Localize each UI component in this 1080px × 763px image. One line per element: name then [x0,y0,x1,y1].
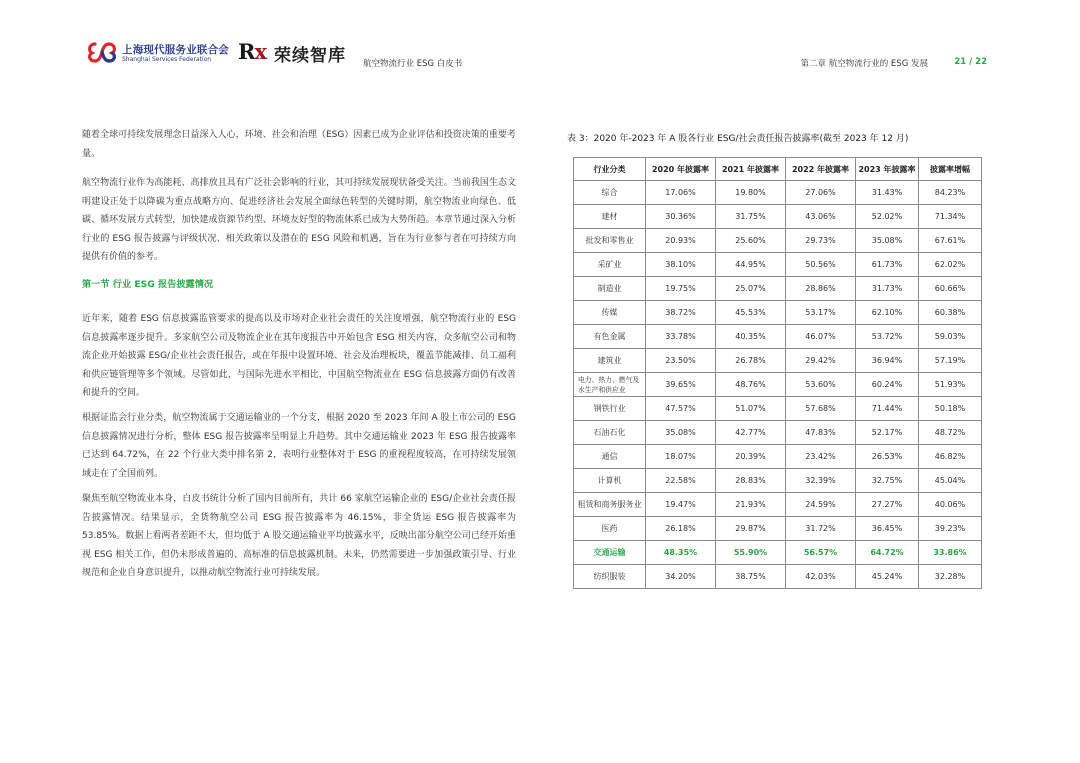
rate-cell: 45.53% [716,301,786,325]
rate-cell: 22.58% [646,469,716,493]
paragraph-intro: 随着全球可持续发展理念日益深入人心，环境、社会和治理（ESG）因素已成为企业评估和投资决策的重要考量。 [82,130,516,159]
rate-cell: 51.07% [716,397,786,421]
rate-cell: 30.36% [646,205,716,229]
table-row [574,349,982,373]
rate-cell: 23.50% [646,349,716,373]
rate-cell: 57.68% [786,397,856,421]
industry-cell: 批发和零售业 [574,229,646,253]
rate-cell: 59.03% [919,325,982,349]
rate-cell: 61.73% [856,253,919,277]
table-row [574,181,982,205]
industry-cell: 钢铁行业 [574,397,646,421]
org-name-cn: 上海现代服务业联合会 [122,44,229,56]
column-header: 行业分类 [574,158,646,181]
rate-cell: 31.72% [786,517,856,541]
table-row [574,493,982,517]
paragraph-industry-overview: 航空物流行业作为高能耗、高排放且具有广泛社会影响的行业，其可持续发展现状备受关注。当前我国生态文明建设正处于以降碳为重点战略方向、促进经济社会发展全面绿色转型的关键时期，航空物流业向绿色、低碳、循环发展方式转型，加快建成资源节约型、环境友好型的物流体系已成为大势所趋。本章节通过深入分析行业的 ESG 报告披露与评级状况、相关政策以及潜在的 ESG 风险和机遇，旨在为行业参与者在可持续方向提供有价值的参考。 [82,178,516,263]
table-row [574,301,982,325]
rate-cell: 32.39% [786,469,856,493]
rate-cell: 42.03% [786,565,856,589]
industry-cell: 纺织服装 [574,565,646,589]
rx-logo [238,38,358,68]
rate-cell: 52.17% [856,421,919,445]
rate-cell: 47.83% [786,421,856,445]
table-row [574,325,982,349]
org-name-en: Shanghai Services Federation [122,56,212,63]
paragraph-disclosure-trend: 近年来，随着 ESG 信息披露监管要求的提高以及市场对企业社会责任的关注度增强，航空物流行业的 ESG 信息披露率逐步提升。多家航空公司及物流企业在其年度报告中开始包含 ESG 相关内容，众多航空公司和物流企业开始披露 ESG/企业社会责任报告，或在年报中设置环境、社会及治理板块，覆盖节能减排、员工福利和供应链管理等多个领域。尽管如此，与国际先进水平相比，中国航空物流业在 ESG 信息披露方面仍有改善和提升的空间。 [82,314,516,399]
rx-mark-icon: Rx [238,39,266,64]
rate-cell: 47.57% [646,397,716,421]
industry-cell: 电力、热力、燃气及水生产和供应业 [574,373,646,397]
rate-cell: 84.23% [919,181,982,205]
rate-cell: 28.83% [716,469,786,493]
page-header [0,0,1080,80]
rate-cell: 33.78% [646,325,716,349]
industry-cell: 制造业 [574,277,646,301]
rate-cell: 38.75% [716,565,786,589]
rate-cell: 64.72% [856,541,919,565]
rate-cell: 55.90% [716,541,786,565]
rate-cell: 53.60% [786,373,856,397]
rate-cell: 35.08% [856,229,919,253]
rate-cell: 19.80% [716,181,786,205]
table-row [574,205,982,229]
rate-cell: 45.24% [856,565,919,589]
rate-cell: 26.18% [646,517,716,541]
rate-cell: 31.43% [856,181,919,205]
rate-cell: 71.34% [919,205,982,229]
rate-cell: 34.20% [646,565,716,589]
rate-cell: 44.95% [716,253,786,277]
rate-cell: 38.10% [646,253,716,277]
rate-cell: 33.86% [919,541,982,565]
rate-cell: 18.07% [646,445,716,469]
rate-cell: 31.73% [856,277,919,301]
table-row [574,373,982,397]
rate-cell: 40.35% [716,325,786,349]
industry-cell: 石油石化 [574,421,646,445]
rate-cell: 24.59% [786,493,856,517]
paragraph-aviation-focus: 聚焦至航空物流业本身，白皮书统计分析了国内目前所有，共计 66 家航空运输企业的 ESG/企业社会责任报告披露情况。结果显示，全货物航空公司 ESG 报告披露率为 46.15%，非全货运 ESG 报告披露率为 53.85%。数据上看两者差距不大，但均低于 A 股交通运输业平均披露水平，反映出部分航空公司已经开始重视 ESG 相关工作，但仍未形成普遍的、高标准的信息披露机制。未来，仍然需要进一步加强政策引导、行业规范和企业自身意识提升，以推动航空物流行业可持续发展。 [82,494,516,579]
paragraph-csrc-classification: 根据证监会行业分类，航空物流属于交通运输业的一个分支，根据 2020 至 2023 年间 A 股上市公司的 ESG 信息披露情况进行分析，整体 ESG 报告披露率呈明显上升趋势。其中交通运输业 2023 年 ESG 报告披露率已达到 64.72%，在 22 个行业大类中排名第 2，表明行业整体对于 ESG 的重视程度较高，在可持续发展领域走在了全国前列。 [82,413,516,479]
rate-cell: 32.75% [856,469,919,493]
rate-cell: 60.66% [919,277,982,301]
partner-name: 荣续智库 [274,46,346,66]
rate-cell: 39.23% [919,517,982,541]
column-header: 2022 年披露率 [786,158,856,181]
rate-cell: 62.10% [856,301,919,325]
rate-cell: 28.86% [786,277,856,301]
table-row [574,277,982,301]
industry-cell: 建材 [574,205,646,229]
rate-cell: 51.93% [919,373,982,397]
rate-cell: 31.75% [716,205,786,229]
rate-cell: 46.82% [919,445,982,469]
rate-cell: 53.72% [856,325,919,349]
table-row [574,421,982,445]
rate-cell: 48.35% [646,541,716,565]
rate-cell: 50.56% [786,253,856,277]
column-header: 2021 年披露率 [716,158,786,181]
sscf-emblem-icon [86,41,118,63]
rate-cell: 71.44% [856,397,919,421]
industry-cell: 采矿业 [574,253,646,277]
rate-cell: 57.19% [919,349,982,373]
rate-cell: 43.06% [786,205,856,229]
rate-cell: 27.27% [856,493,919,517]
rate-cell: 32.28% [919,565,982,589]
rate-cell: 36.94% [856,349,919,373]
page-number: 21 / 22 [954,57,987,67]
table-row [574,565,982,589]
industry-cell: 交通运输 [574,541,646,565]
industry-cell: 有色金属 [574,325,646,349]
rate-cell: 46.07% [786,325,856,349]
document-title: 航空物流行业 ESG 白皮书 [363,59,463,69]
disclosure-rate-table [573,157,982,589]
rate-cell: 20.39% [716,445,786,469]
rate-cell: 48.72% [919,421,982,445]
table-caption: 表 3：2020 年-2023 年 A 股各行业 ESG/社会责任报告披露率(截至 2023 年 12 月) [567,134,909,144]
table-row [574,397,982,421]
table-row [574,517,982,541]
rate-cell: 53.17% [786,301,856,325]
rate-cell: 35.08% [646,421,716,445]
chapter-title: 第二章 航空物流行业的 ESG 发展 [800,59,928,69]
table-header-row [574,158,982,181]
column-header: 2020 年披露率 [646,158,716,181]
industry-cell: 租赁和商务服务业 [574,493,646,517]
rate-cell: 40.06% [919,493,982,517]
table-row [574,253,982,277]
rate-cell: 52.02% [856,205,919,229]
rate-cell: 39.65% [646,373,716,397]
table-row [574,445,982,469]
industry-cell: 通信 [574,445,646,469]
industry-cell: 计算机 [574,469,646,493]
industry-cell: 综合 [574,181,646,205]
rate-cell: 38.72% [646,301,716,325]
rate-cell: 29.73% [786,229,856,253]
rate-cell: 60.24% [856,373,919,397]
rate-cell: 23.42% [786,445,856,469]
industry-cell: 建筑业 [574,349,646,373]
column-header: 2023 年披露率 [856,158,919,181]
rate-cell: 29.42% [786,349,856,373]
rate-cell: 48.76% [716,373,786,397]
rate-cell: 62.02% [919,253,982,277]
industry-cell: 传媒 [574,301,646,325]
rate-cell: 26.78% [716,349,786,373]
rate-cell: 20.93% [646,229,716,253]
table-row [574,469,982,493]
rate-cell: 45.04% [919,469,982,493]
rate-cell: 56.57% [786,541,856,565]
rate-cell: 19.47% [646,493,716,517]
table-row [574,229,982,253]
section-title: 第一节 行业 ESG 报告披露情况 [82,279,214,290]
rate-cell: 25.07% [716,277,786,301]
rate-cell: 17.06% [646,181,716,205]
rate-cell: 50.18% [919,397,982,421]
rate-cell: 29.87% [716,517,786,541]
sscf-logo [86,40,229,68]
rate-cell: 19.75% [646,277,716,301]
rate-cell: 60.38% [919,301,982,325]
rate-cell: 25.60% [716,229,786,253]
rate-cell: 36.45% [856,517,919,541]
industry-cell: 医药 [574,517,646,541]
table-row [574,541,982,565]
rate-cell: 42.77% [716,421,786,445]
rate-cell: 26.53% [856,445,919,469]
rate-cell: 21.93% [716,493,786,517]
column-header: 披露率增幅 [919,158,982,181]
rate-cell: 27.06% [786,181,856,205]
rate-cell: 67.61% [919,229,982,253]
